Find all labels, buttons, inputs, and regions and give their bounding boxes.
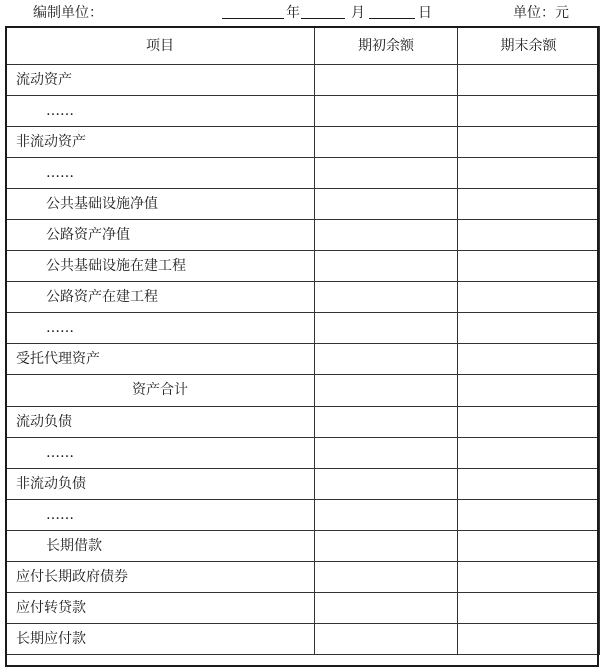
row-item-label: …… [6,96,315,127]
row-item-label: 非流动资产 [6,127,315,158]
row-item-label: …… [6,313,315,344]
row-item-label: 应付长期政府债券 [6,561,315,592]
row-item-label: …… [6,499,315,530]
row-item-label: 应付转贷款 [6,592,315,623]
row-item-label: 流动负债 [6,406,315,437]
row-item-label: 公路资产净值 [6,220,315,251]
row-item-label: 资产合计 [6,375,315,406]
table-outer-border [5,26,599,667]
row-item-label: 长期应付款 [6,623,315,654]
row-item-label: 受托代理资产 [6,344,315,375]
currency-unit-label: 单位：元 [513,5,569,21]
row-item-label: 流动资产 [6,65,315,96]
row-item-label: …… [6,158,315,189]
row-item-label: 公共基础设施净值 [6,189,315,220]
report-header [0,0,606,26]
row-item-label: 非流动负债 [6,468,315,499]
row-item-label: 长期借款 [6,530,315,561]
day-label: 日 [418,5,432,21]
preparing-unit-label: 编制单位： [33,5,103,21]
column-header-closing-balance: 期末余额 [458,27,600,65]
year-blank[interactable] [222,4,284,24]
column-header-opening-balance: 期初余额 [315,27,458,65]
month-label: 月 [351,5,365,21]
row-item-label: …… [6,437,315,468]
row-item-label: 公路资产在建工程 [6,282,315,313]
row-item-label: 公共基础设施在建工程 [6,251,315,282]
column-header-item: 项目 [6,27,315,65]
day-blank[interactable] [369,4,415,24]
month-blank[interactable] [301,4,345,24]
year-label: 年 [286,5,300,21]
